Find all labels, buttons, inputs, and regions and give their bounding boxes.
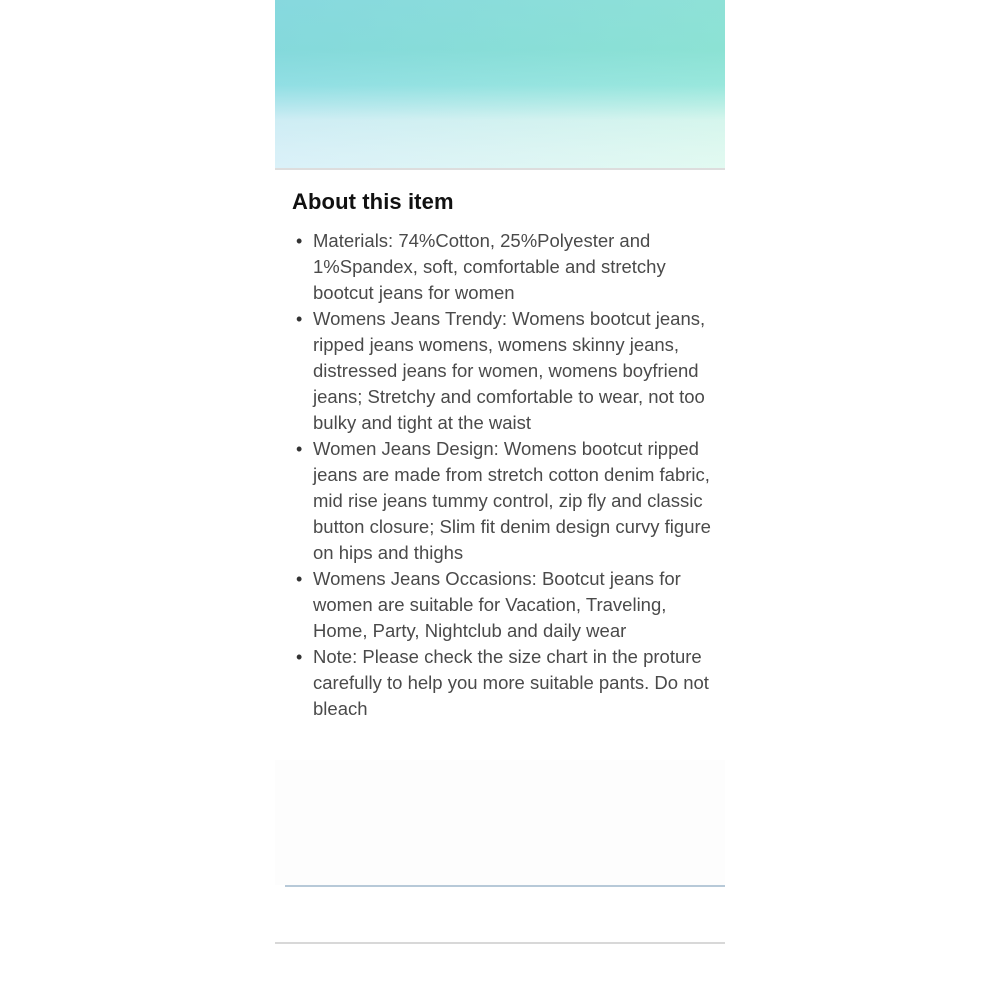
feature-bullet-materials: • Materials: 74%Cotton, 25%Polyester and 1%Spandex, soft, comfortable and stretchy bootcut jeans for women <box>292 228 717 306</box>
feature-bullet-design: • Women Jeans Design: Womens bootcut ripped jeans are made from stretch cotton denim fabric, mid rise jeans tummy control, zip fly and classic button closure; Slim fit denim design curvy figure on hips and thighs <box>292 436 717 566</box>
feature-bullet-list <box>292 228 717 722</box>
section-divider <box>285 885 725 887</box>
banner-divider <box>275 168 725 170</box>
feature-bullet-occasions: • Womens Jeans Occasions: Bootcut jeans for women are suitable for Vacation, Traveling, Home, Party, Nightclub and daily wear <box>292 566 717 644</box>
about-this-item-section <box>292 188 717 722</box>
feature-bullet-note: • Note: Please check the size chart in the proture carefully to help you more suitable pants. Do not bleach <box>292 644 717 722</box>
section-divider-bottom <box>275 942 725 944</box>
empty-content-area <box>275 760 725 885</box>
product-detail-screen <box>275 0 725 1000</box>
about-heading: About this item <box>292 189 454 214</box>
feature-bullet-trendy: • Womens Jeans Trendy: Womens bootcut jeans, ripped jeans womens, womens skinny jeans, distressed jeans for women, womens boyfriend jeans; Stretchy and comfortable to wear, not too bulky and tight at the waist <box>292 306 717 436</box>
product-image-banner <box>275 0 725 170</box>
